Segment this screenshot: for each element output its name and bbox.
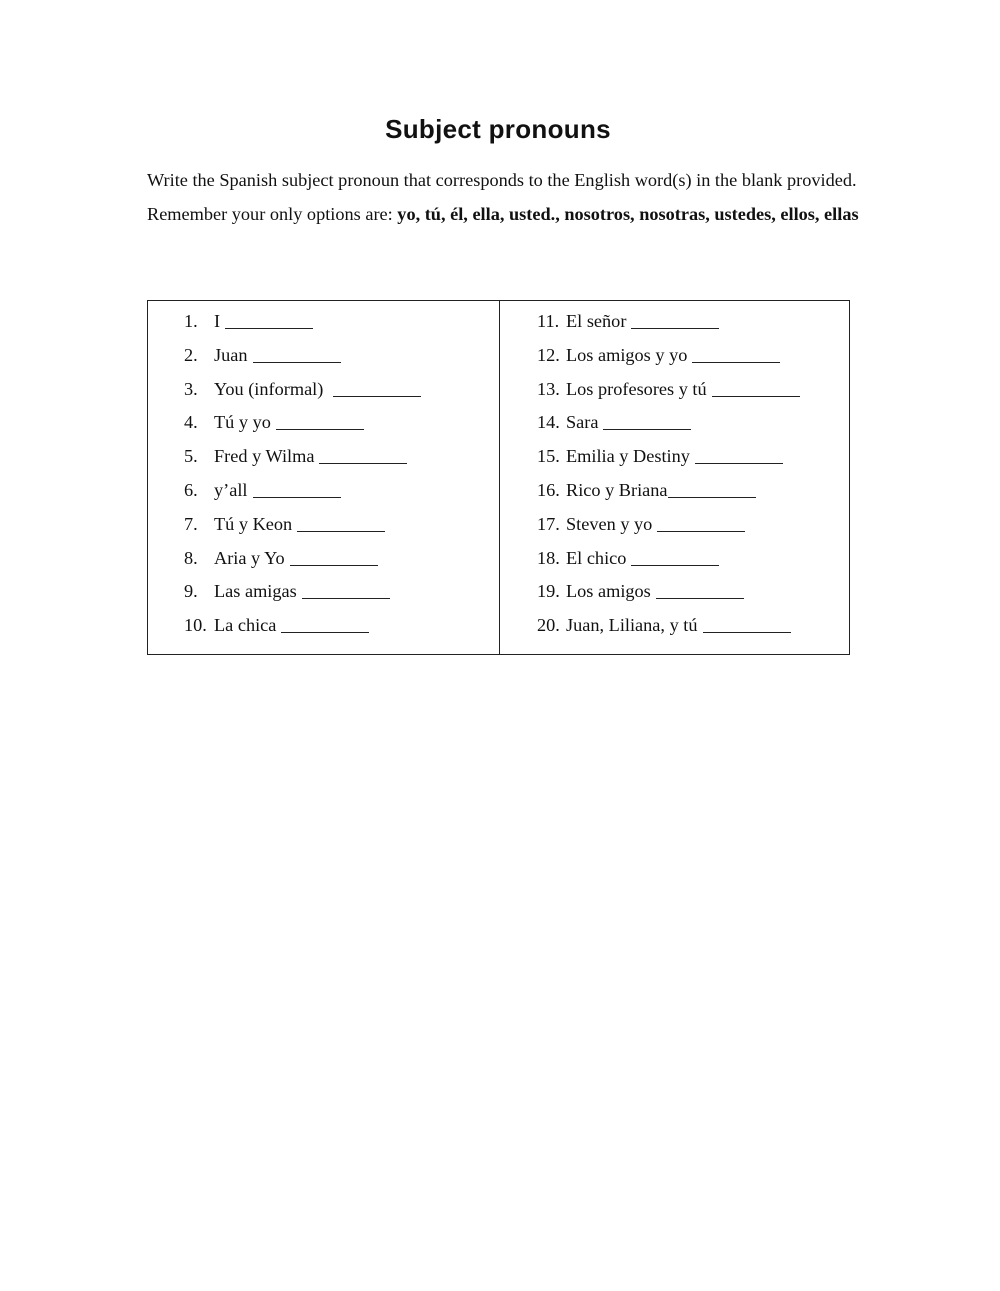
answer-blank[interactable] [695, 444, 783, 464]
answer-blank[interactable] [319, 444, 407, 464]
answer-blank[interactable] [656, 579, 744, 599]
item-text: Steven y yo [566, 513, 653, 534]
item-number: 10. [184, 615, 207, 636]
exercise-item [184, 478, 421, 512]
exercise-item [184, 512, 421, 546]
exercise-item [184, 444, 421, 478]
answer-blank[interactable] [253, 478, 341, 498]
item-number: 1. [184, 311, 198, 331]
item-text: Aria y Yo [214, 547, 285, 568]
item-number: 2. [184, 344, 198, 365]
answer-blank[interactable] [692, 343, 780, 363]
item-text: El chico [566, 547, 627, 568]
exercise-item [184, 579, 421, 613]
answer-blank[interactable] [276, 410, 364, 430]
page-title: Subject pronouns [385, 114, 611, 144]
instructions-text: Write the Spanish subject pronoun that corresponds to the English word(s) in the blank provided. Remember your only options are: [147, 170, 857, 224]
item-number: 8. [184, 547, 198, 568]
item-text: Rico y Briana [566, 479, 668, 500]
item-number: 20. [537, 615, 560, 636]
answer-blank[interactable] [712, 377, 800, 397]
item-text: Juan [214, 344, 248, 365]
item-number: 14. [537, 412, 560, 433]
item-number: 4. [184, 412, 198, 433]
answer-blank[interactable] [290, 546, 378, 566]
exercise-item [537, 546, 800, 580]
exercise-item [537, 343, 800, 377]
exercise-table [147, 300, 850, 655]
instructions [147, 163, 867, 231]
item-text: Los amigos [566, 581, 651, 602]
item-number: 12. [537, 344, 560, 365]
item-text: Tú y Keon [214, 513, 293, 534]
exercise-item [537, 309, 800, 343]
right-column [537, 309, 800, 647]
item-text: Sara [566, 412, 599, 433]
item-text: Emilia y Destiny [566, 446, 690, 467]
exercise-item [537, 444, 800, 478]
exercise-item [184, 410, 421, 444]
exercise-item [537, 579, 800, 613]
item-number: 16. [537, 479, 560, 500]
item-number: 15. [537, 446, 560, 467]
answer-blank[interactable] [302, 579, 390, 599]
answer-blank[interactable] [668, 478, 756, 498]
item-number: 3. [184, 378, 198, 399]
item-number: 13. [537, 378, 560, 399]
item-number: 11. [537, 311, 560, 331]
answer-blank[interactable] [603, 410, 691, 430]
item-text: El señor [566, 311, 627, 331]
exercise-item [537, 512, 800, 546]
exercise-item [184, 546, 421, 580]
item-text: Tú y yo [214, 412, 271, 433]
item-text: Los amigos y yo [566, 344, 688, 365]
item-number: 18. [537, 547, 560, 568]
answer-blank[interactable] [657, 512, 745, 532]
answer-blank[interactable] [703, 613, 791, 633]
exercise-item [537, 613, 800, 647]
item-number: 19. [537, 581, 560, 602]
item-text: Las amigas [214, 581, 297, 602]
item-number: 7. [184, 513, 198, 534]
item-number: 6. [184, 479, 198, 500]
left-column [184, 309, 421, 647]
item-text: You (informal) [214, 378, 328, 399]
item-text: I [214, 311, 221, 331]
answer-blank[interactable] [297, 512, 385, 532]
item-number: 17. [537, 513, 560, 534]
item-number: 5. [184, 446, 198, 467]
exercise-item [184, 377, 421, 411]
answer-blank[interactable] [333, 377, 421, 397]
pronoun-options: yo, tú, él, ella, usted., nosotros, nosotras, ustedes, ellos, ellas [397, 204, 859, 224]
answer-blank[interactable] [281, 613, 369, 633]
answer-blank[interactable] [631, 546, 719, 566]
exercise-item [184, 613, 421, 647]
exercise-item [184, 343, 421, 377]
answer-blank[interactable] [225, 309, 313, 329]
item-text: La chica [214, 615, 277, 636]
answer-blank[interactable] [253, 343, 341, 363]
column-divider [499, 301, 500, 654]
answer-blank[interactable] [631, 309, 719, 329]
exercise-item [184, 309, 421, 343]
exercise-item [537, 478, 800, 512]
item-number: 9. [184, 581, 198, 602]
item-text: Juan, Liliana, y tú [566, 615, 698, 636]
item-text: Los profesores y tú [566, 378, 707, 399]
item-text: y’all [214, 479, 248, 500]
exercise-item [537, 377, 800, 411]
item-text: Fred y Wilma [214, 446, 315, 467]
exercise-item [537, 410, 800, 444]
